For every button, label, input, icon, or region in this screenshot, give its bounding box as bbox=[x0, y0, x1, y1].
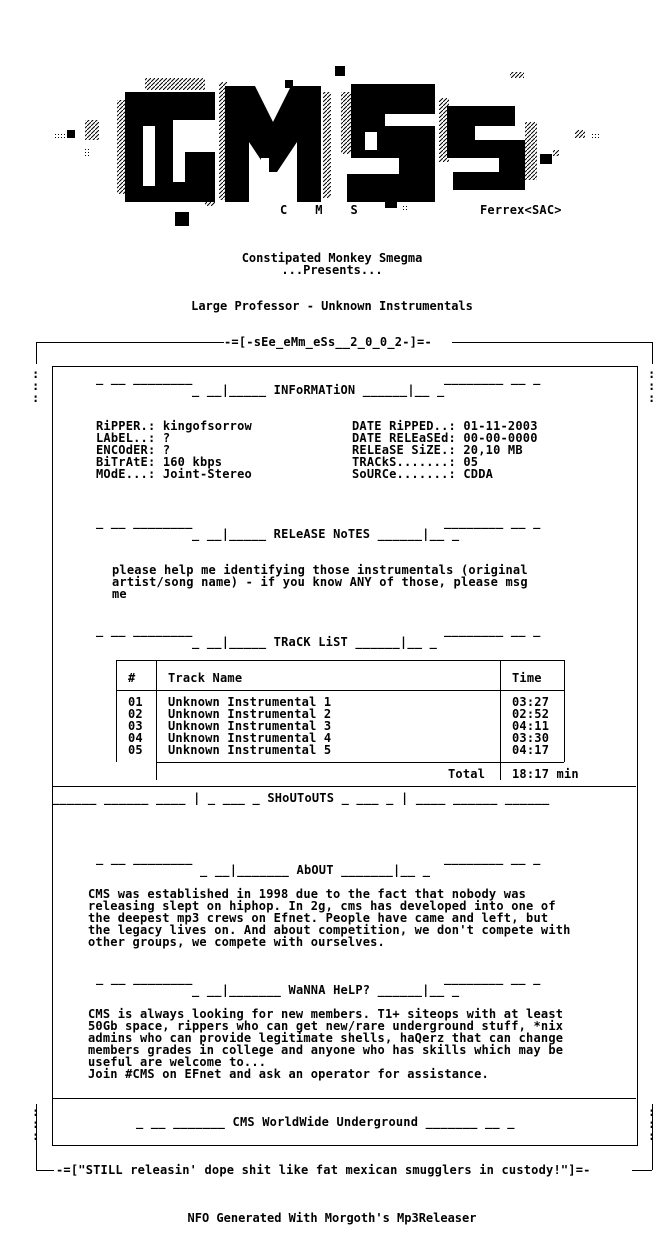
col-header-number: # bbox=[128, 671, 136, 685]
footer-text: NFO Generated With Morgoth's Mp3Releaser bbox=[187, 1211, 477, 1225]
deco-line: _ __ ________ bbox=[96, 515, 193, 529]
right-dotted-border-bottom: : : : bbox=[648, 1105, 656, 1143]
track-time: 03:30 bbox=[512, 731, 550, 745]
track-time: 03:27 bbox=[512, 695, 550, 709]
track-number: 05 bbox=[128, 743, 143, 757]
presents-text: ...Presents... bbox=[281, 263, 383, 277]
left-dotted-border: : : : bbox=[32, 367, 40, 405]
help-line: useful are welcome to... bbox=[88, 1055, 267, 1069]
about-line: the legacy lives on. And about competition, we don't compete with bbox=[88, 923, 571, 937]
about-line: releasing slept on hiphop. In 2g, cms has developed into one of bbox=[88, 899, 556, 913]
deco-line: ________ __ _ bbox=[444, 623, 541, 637]
info-right-column bbox=[352, 420, 538, 480]
help-line: Join #CMS on EFnet and ask an operator for assistance. bbox=[88, 1067, 489, 1081]
worldwide-row: _ __ _______ CMS WorldWide Underground _______ __ _ bbox=[136, 1115, 515, 1129]
track-name: Unknown Instrumental 1 bbox=[168, 695, 332, 709]
track-number: 02 bbox=[128, 707, 143, 721]
deco-line: ________ __ _ bbox=[444, 851, 541, 865]
deco-line: ________ __ _ bbox=[444, 371, 541, 385]
about-text bbox=[88, 888, 571, 948]
logo-letter-c: C bbox=[280, 203, 316, 217]
shoutouts-heading: SHoUToUTS bbox=[267, 791, 335, 805]
logo-letter-s: S bbox=[350, 203, 386, 217]
about-line: other groups, we compete with ourselves. bbox=[88, 935, 385, 949]
bottom-banner: -=["STILL releasin' dope shit like fat mexican smugglers in custody!"]=- bbox=[56, 1163, 591, 1177]
track-name: Unknown Instrumental 4 bbox=[168, 731, 332, 745]
help-line: 50Gb space, rippers who can get new/rare underground stuff, *nix bbox=[88, 1019, 564, 1033]
notes-line: me bbox=[112, 587, 127, 601]
info-source: SoURCe.......: CDDA bbox=[352, 467, 494, 481]
deco-line: _ __ ________ bbox=[96, 851, 193, 865]
total-value: 18:17 min bbox=[512, 767, 579, 781]
wanna-help-heading: WaNNA HeLP? bbox=[288, 983, 371, 997]
wanna-help-heading-row: _ __|_______ WaNNA HeLP? ______|__ _ bbox=[192, 983, 460, 997]
tracklist-heading: TRaCK LiST bbox=[273, 635, 348, 649]
tracklist-heading-row: _ __|_____ TRaCK LiST ______|__ _ bbox=[192, 635, 438, 649]
information-heading: INFoRMATiON bbox=[273, 383, 356, 397]
about-heading-row: _ __|_______ AbOUT _______|__ _ bbox=[200, 863, 431, 877]
about-line: CMS was established in 1998 due to the fact that nobody was bbox=[88, 887, 527, 901]
info-ripper: RiPPER.: kingofsorrow bbox=[96, 419, 252, 433]
help-line: admins who can provide legitimate shells, haQerz that can change bbox=[88, 1031, 564, 1045]
track-number: 04 bbox=[128, 731, 143, 745]
total-label: Total bbox=[448, 767, 486, 781]
deco-line: ________ __ _ bbox=[444, 515, 541, 529]
notes-line: please help me identifying those instrumentals (original bbox=[112, 563, 528, 577]
wanna-help-text bbox=[88, 1008, 563, 1080]
track-time: 04:11 bbox=[512, 719, 550, 733]
deco-line: _ __ ________ bbox=[96, 623, 193, 637]
top-banner: -=[-sEe_eMm_eSs__2_0_0_2-]=- bbox=[224, 335, 432, 349]
info-left-column bbox=[96, 420, 252, 480]
right-dotted-border: : : : bbox=[648, 367, 656, 405]
help-line: members grades in college and anyone who has skills which may be bbox=[88, 1043, 564, 1057]
track-number: 03 bbox=[128, 719, 143, 733]
shoutouts-heading-row: ______ ______ ____ | _ ___ _ SHoUToUTS _ ___ _ | ____ ______ ______ bbox=[52, 791, 550, 805]
deco-line: _ __ ________ bbox=[96, 971, 193, 985]
track-name: Unknown Instrumental 3 bbox=[168, 719, 332, 733]
release-title: Large Professor - Unknown Instrumentals bbox=[191, 299, 473, 313]
info-heading-row: _ __|_____ INFoRMATiON ______|__ _ bbox=[192, 383, 445, 397]
group-name: Constipated Monkey Smegma bbox=[241, 251, 423, 265]
info-bitrate: BiTrAtE: 160 kbps bbox=[96, 455, 223, 469]
release-notes-heading: RELeASE NoTES bbox=[273, 527, 371, 541]
info-date-released: DATE RELEaSEd: 00-00-0000 bbox=[352, 431, 538, 445]
track-time: 02:52 bbox=[512, 707, 550, 721]
track-numbers bbox=[128, 696, 143, 756]
deco-line: ________ __ _ bbox=[444, 971, 541, 985]
info-label: LAbEL..: ? bbox=[96, 431, 171, 445]
logo-letter-m: M bbox=[315, 203, 351, 217]
notes-heading-row: _ __|_____ RELeASE NoTES ______|__ _ bbox=[192, 527, 460, 541]
about-line: the deepest mp3 crews on Efnet. People have came and left, but bbox=[88, 911, 549, 925]
info-date-ripped: DATE RiPPED..: 01-11-2003 bbox=[352, 419, 538, 433]
worldwide-text: CMS WorldWide Underground bbox=[232, 1115, 419, 1129]
track-number: 01 bbox=[128, 695, 143, 709]
about-heading: AbOUT bbox=[296, 863, 334, 877]
track-times bbox=[512, 696, 549, 756]
release-notes-text bbox=[112, 564, 528, 600]
col-header-time: Time bbox=[512, 671, 542, 685]
track-name: Unknown Instrumental 5 bbox=[168, 743, 332, 757]
col-header-track-name: Track Name bbox=[168, 671, 243, 685]
logo-letters bbox=[280, 204, 386, 216]
notes-line: artist/song name) - if you know ANY of those, please msg bbox=[112, 575, 528, 589]
info-tracks: TRACkS.......: 05 bbox=[352, 455, 479, 469]
left-dotted-border-bottom: : : : bbox=[32, 1105, 40, 1143]
help-line: CMS is always looking for new members. T1+ siteops with at least bbox=[88, 1007, 564, 1021]
track-time: 04:17 bbox=[512, 743, 550, 757]
info-encoder: ENCOdER: ? bbox=[96, 443, 171, 457]
track-names bbox=[168, 696, 331, 756]
track-name: Unknown Instrumental 2 bbox=[168, 707, 332, 721]
logo-credit: Ferrex<SAC> bbox=[480, 203, 562, 217]
deco-line: _ __ ________ bbox=[96, 371, 193, 385]
info-mode: MOdE...: Joint-Stereo bbox=[96, 467, 252, 481]
info-release-size: RELEaSE SiZE.: 20,10 MB bbox=[352, 443, 523, 457]
